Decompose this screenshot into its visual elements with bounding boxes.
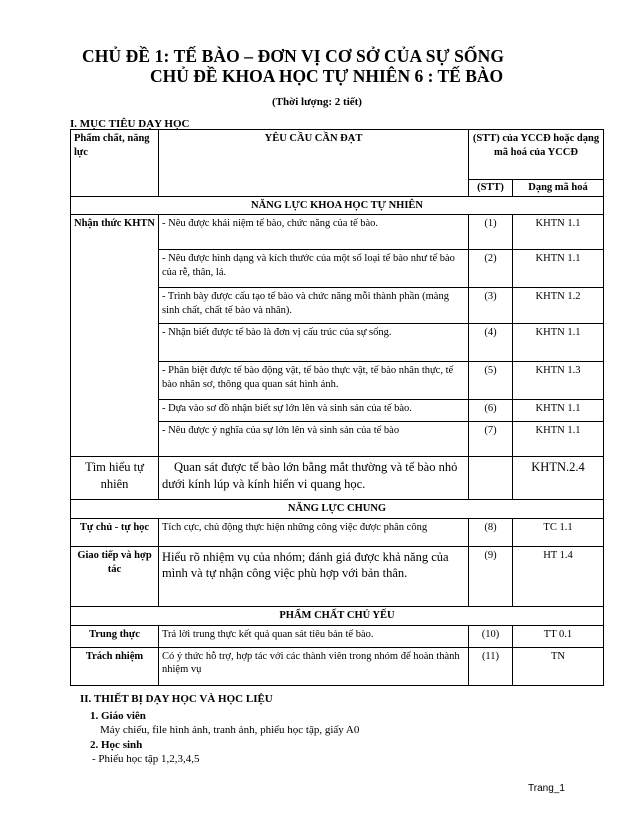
header-requirement: YÊU CẦU CẦN ĐẠT [159, 130, 469, 197]
requirement-cell: - Trình bày được cấu tạo tế bào và chức năng mỗi thành phần (màng sinh chất, chất tế bào và nhân). [159, 288, 469, 324]
stt-cell: (2) [469, 250, 513, 288]
stt-cell: (6) [469, 400, 513, 422]
header-code-group: (STT) của YCCĐ hoặc dạng mã hoá của YCCĐ [469, 130, 604, 180]
stt-cell: (4) [469, 324, 513, 362]
category-autonomy: Tự chủ - tự học [71, 518, 159, 546]
requirement-cell: - Nêu được khái niệm tế bào, chức năng của tế bào. [159, 215, 469, 250]
student-materials: - Phiếu học tập 1,2,3,4,5 [92, 753, 200, 765]
requirement-cell: - Phân biệt được tế bào động vật, tế bào thực vật, tế bào nhân thực, tế bào nhân sơ, thông qua quan sát hình ảnh. [159, 362, 469, 400]
group-row-general [71, 500, 604, 519]
table-row [71, 518, 604, 546]
code-cell: TC 1.1 [513, 518, 604, 546]
group-row-science [71, 196, 604, 215]
category-cognition: Nhận thức KHTN [71, 215, 159, 457]
table-row [71, 457, 604, 500]
document-subtitle: CHỦ ĐỀ KHOA HỌC TỰ NHIÊN 6 : TẾ BÀO [150, 66, 504, 86]
header-stt: (STT) [469, 180, 513, 197]
code-cell: KHTN.2.4 [513, 457, 604, 500]
document-title: CHỦ ĐỀ 1: TẾ BÀO – ĐƠN VỊ CƠ SỞ CỦA SỰ SỐNG [82, 46, 505, 66]
header-quality: Phẩm chất, năng lực [71, 130, 159, 197]
group-label: NĂNG LỰC KHOA HỌC TỰ NHIÊN [71, 196, 604, 215]
requirement-cell: Tích cực, chủ động thực hiện những công việc được phân công [159, 518, 469, 546]
stt-cell: (11) [469, 647, 513, 685]
code-cell: TN [513, 647, 604, 685]
header-code: Dạng mã hoá [513, 180, 604, 197]
code-cell: KHTN 1.1 [513, 250, 604, 288]
table-row [71, 215, 604, 250]
group-label: NĂNG LỰC CHUNG [71, 500, 604, 519]
category-responsibility: Trách nhiệm [71, 647, 159, 685]
requirement-cell: - Nêu được hình dạng và kích thước của một số loại tế bào như tế bào của rễ, thân, lá. [159, 250, 469, 288]
stt-cell: (10) [469, 625, 513, 647]
requirement-cell: Quan sát được tế bào lớn bằng mắt thường và tế bào nhỏ dưới kính lúp và kính hiển vi quang học. [159, 457, 469, 500]
code-cell: KHTN 1.3 [513, 362, 604, 400]
code-cell: KHTN 1.1 [513, 422, 604, 457]
requirement-cell: - Dựa vào sơ đồ nhận biết sự lớn lên và sinh sản của tế bào. [159, 400, 469, 422]
code-cell: TT 0.1 [513, 625, 604, 647]
stt-cell: (8) [469, 518, 513, 546]
table-row [71, 546, 604, 606]
group-label: PHẨM CHẤT CHỦ YẾU [71, 606, 604, 625]
code-cell: KHTN 1.2 [513, 288, 604, 324]
duration-note: (Thời lượng: 2 tiết) [272, 96, 362, 108]
code-cell: HT 1.4 [513, 546, 604, 606]
code-cell: KHTN 1.1 [513, 400, 604, 422]
stt-cell: (7) [469, 422, 513, 457]
stt-cell [469, 457, 513, 500]
category-explore: Tìm hiểu tự nhiên [71, 457, 159, 500]
table-row [71, 647, 604, 685]
student-label: 2. Học sinh [90, 739, 143, 751]
stt-cell: (9) [469, 546, 513, 606]
teacher-materials: Máy chiếu, file hình ảnh, tranh ảnh, phiếu học tập, giấy A0 [100, 724, 360, 736]
group-row-quality [71, 606, 604, 625]
stt-cell: (5) [469, 362, 513, 400]
code-cell: KHTN 1.1 [513, 215, 604, 250]
code-cell: KHTN 1.1 [513, 324, 604, 362]
section-heading-equipment: II. THIẾT BỊ DẠY HỌC VÀ HỌC LIỆU [80, 693, 273, 705]
requirement-cell: Trả lời trung thực kết quả quan sát tiêu bản tế bào. [159, 625, 469, 647]
page-number: Trang_1 [528, 783, 565, 794]
requirement-cell: Có ý thức hỗ trợ, hợp tác với các thành viên trong nhóm để hoàn thành nhiệm vụ [159, 647, 469, 685]
category-honesty: Trung thực [71, 625, 159, 647]
requirement-cell: Hiểu rõ nhiệm vụ của nhóm; đánh giá được khả năng của mình và tự nhận công việc phù hợp với bản thân. [159, 546, 469, 606]
category-communication: Giao tiếp và hợp tác [71, 546, 159, 606]
table-row [71, 625, 604, 647]
table-header-row [71, 130, 604, 180]
objectives-table [70, 129, 604, 686]
stt-cell: (3) [469, 288, 513, 324]
stt-cell: (1) [469, 215, 513, 250]
requirement-cell: - Nhận biết được tế bào là đơn vị cấu trúc của sự sống. [159, 324, 469, 362]
requirement-cell: - Nêu được ý nghĩa của sự lớn lên và sinh sản của tế bào [159, 422, 469, 457]
teacher-label: 1. Giáo viên [90, 710, 146, 722]
section-heading-objectives: I. MỤC TIÊU DẠY HỌC [70, 118, 190, 130]
